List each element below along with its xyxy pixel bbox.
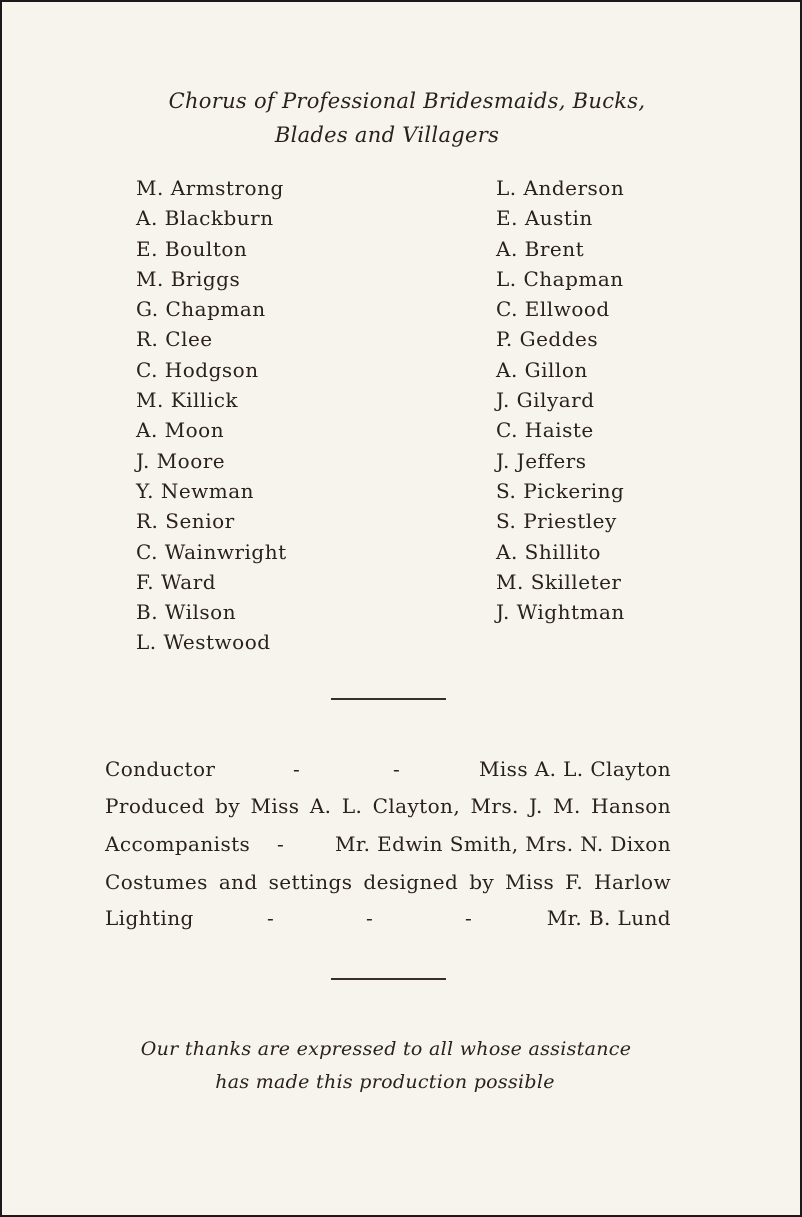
chorus-list-left — [136, 173, 287, 658]
section-divider — [331, 698, 446, 700]
chorus-heading-line-1: Chorus of Professional Bridesmaids, Bucks, — [168, 89, 646, 113]
chorus-member: C. Wainwright — [136, 539, 287, 564]
credit-conductor-name: Miss A. L. Clayton — [479, 757, 671, 781]
chorus-member: C. Hodgson — [136, 357, 259, 382]
credit-accompanists — [105, 829, 671, 859]
credit-produced-by — [105, 791, 671, 821]
credit-word: A. — [309, 794, 332, 818]
chorus-member: C. Haiste — [496, 418, 594, 443]
chorus-member: A. Moon — [136, 418, 225, 443]
chorus-member: E. Austin — [496, 206, 593, 231]
chorus-member: M. Skilleter — [496, 569, 622, 594]
credit-word: L. — [341, 794, 363, 818]
chorus-member: B. Wilson — [136, 600, 237, 625]
leader-dash: - — [393, 757, 401, 781]
chorus-member: M. Briggs — [136, 266, 241, 291]
credit-word: Clayton, — [372, 794, 461, 818]
chorus-member: S. Pickering — [496, 478, 625, 503]
credit-word: settings — [268, 870, 353, 894]
chorus-member: J. Wightman — [496, 600, 625, 625]
chorus-member: J. Moore — [136, 448, 226, 473]
credit-lighting-label: Lighting — [105, 906, 194, 930]
credit-conductor-label: Conductor — [105, 757, 216, 781]
credit-lighting-name: Mr. B. Lund — [546, 906, 671, 930]
credit-word: F. — [565, 870, 584, 894]
credit-word: Hanson — [591, 794, 671, 818]
chorus-member: A. Gillon — [496, 357, 588, 382]
chorus-member: P. Geddes — [496, 327, 599, 352]
chorus-list-right — [496, 173, 625, 627]
thanks-line-1: Our thanks are expressed to all whose assistance — [140, 1038, 632, 1060]
chorus-member: J. Jeffers — [496, 448, 587, 473]
credit-word: J. — [529, 794, 543, 818]
credit-word: Miss — [505, 870, 555, 894]
section-divider — [331, 978, 446, 980]
credit-word: designed — [363, 870, 459, 894]
credit-conductor — [105, 754, 671, 784]
credit-costumes — [105, 867, 671, 897]
chorus-member: L. Anderson — [496, 176, 625, 200]
credit-word: Costumes — [105, 870, 208, 894]
leader-dash: - — [366, 906, 374, 930]
credit-accompanists-label: Accompanists — [105, 832, 251, 856]
chorus-member: G. Chapman — [136, 297, 266, 322]
chorus-member: M. Armstrong — [136, 176, 284, 200]
chorus-member: L. Chapman — [496, 266, 624, 291]
chorus-heading-line-2: Blades and Villagers — [274, 123, 500, 147]
leader-dash: - — [267, 906, 275, 930]
chorus-member: E. Boulton — [136, 236, 248, 261]
thanks-line-2: has made this production possible — [215, 1071, 555, 1093]
credit-word: by — [469, 870, 495, 894]
chorus-member: F. Ward — [136, 569, 217, 594]
credit-word: by — [215, 794, 241, 818]
chorus-member: Y. Newman — [136, 478, 255, 503]
credit-word: Mrs. — [470, 794, 519, 818]
credit-word: Harlow — [594, 870, 671, 894]
chorus-member: S. Priestley — [496, 509, 617, 534]
leader-dash: - — [277, 832, 285, 856]
credit-word: M. — [553, 794, 581, 818]
chorus-member: L. Westwood — [136, 630, 271, 655]
credit-word: Miss — [250, 794, 300, 818]
chorus-member: R. Clee — [136, 327, 213, 352]
chorus-member: C. Ellwood — [496, 297, 610, 322]
chorus-member: A. Blackburn — [136, 206, 274, 231]
credit-lighting — [105, 903, 671, 933]
credit-word: and — [218, 870, 258, 894]
chorus-member: A. Brent — [496, 236, 585, 261]
credit-accompanists-names: Mr. Edwin Smith, Mrs. N. Dixon — [335, 832, 671, 856]
chorus-member: A. Shillito — [496, 539, 601, 564]
credit-word: Produced — [105, 794, 205, 818]
chorus-member: J. Gilyard — [496, 388, 595, 413]
leader-dash: - — [465, 906, 473, 930]
chorus-member: R. Senior — [136, 509, 235, 534]
chorus-member: M. Killick — [136, 388, 239, 413]
leader-dash: - — [293, 757, 301, 781]
